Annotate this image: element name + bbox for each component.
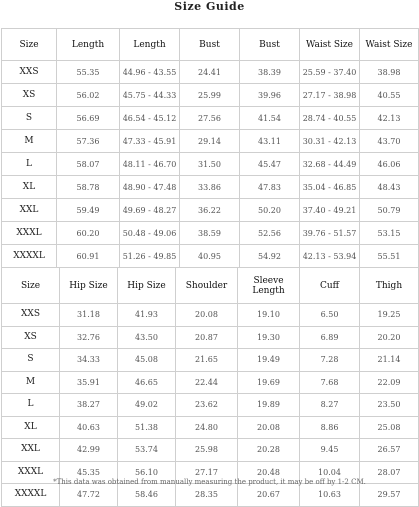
measurement-cell: 32.68 - 44.49 <box>300 153 360 176</box>
table-row <box>2 153 419 176</box>
size-cell: L <box>2 394 60 417</box>
column-header: Hip Size <box>118 268 176 304</box>
measurement-cell: 56.02 <box>57 84 120 107</box>
measurement-cell: 42.13 - 53.94 <box>300 245 360 268</box>
table-row <box>2 199 419 222</box>
measurement-cell: 48.43 <box>360 176 419 199</box>
measurement-cell: 44.96 - 43.55 <box>120 61 180 84</box>
column-header: Bust <box>180 29 240 61</box>
measurement-cell: 25.99 <box>180 84 240 107</box>
column-header: Waist Size <box>300 29 360 61</box>
measurement-cell: 6.89 <box>300 326 360 349</box>
measurement-cell: 36.22 <box>180 199 240 222</box>
table-row <box>2 176 419 199</box>
measurement-cell: 56.69 <box>57 107 120 130</box>
measurement-cell: 7.28 <box>300 349 360 372</box>
measurement-cell: 38.98 <box>360 61 419 84</box>
size-cell: XXXL <box>2 461 60 484</box>
size-cell: XXL <box>2 199 57 222</box>
measurement-cell: 26.57 <box>360 439 419 462</box>
table-row <box>2 394 419 417</box>
measurement-cell: 58.07 <box>57 153 120 176</box>
measurement-cell: 20.08 <box>238 416 300 439</box>
measurement-cell: 43.11 <box>240 130 300 153</box>
measurement-cell: 33.86 <box>180 176 240 199</box>
measurement-cell: 28.35 <box>176 484 238 507</box>
measurement-cell: 23.62 <box>176 394 238 417</box>
measurement-cell: 52.56 <box>240 222 300 245</box>
measurement-cell: 19.25 <box>360 304 419 327</box>
measurement-cell: 20.87 <box>176 326 238 349</box>
page-title: Size Guide <box>174 0 245 13</box>
measurement-cell: 57.36 <box>57 130 120 153</box>
measurement-cell: 37.40 - 49.21 <box>300 199 360 222</box>
size-cell: L <box>2 153 57 176</box>
measurement-cell: 46.54 - 45.12 <box>120 107 180 130</box>
size-cell: XL <box>2 416 60 439</box>
column-header: Length <box>120 29 180 61</box>
measurement-cell: 6.50 <box>300 304 360 327</box>
size-cell: XXL <box>2 439 60 462</box>
measurement-cell: 20.28 <box>238 439 300 462</box>
measurement-cell: 8.86 <box>300 416 360 439</box>
measurement-note: *This data was obtained from manually measuring the product, it may be off by 1-2 CM. <box>53 478 366 486</box>
table-row <box>2 222 419 245</box>
column-header: Hip Size <box>60 268 118 304</box>
measurement-cell: 53.74 <box>118 439 176 462</box>
measurement-cell: 9.45 <box>300 439 360 462</box>
measurement-cell: 19.89 <box>238 394 300 417</box>
measurement-cell: 8.27 <box>300 394 360 417</box>
measurement-cell: 20.08 <box>176 304 238 327</box>
table-row <box>2 304 419 327</box>
measurement-cell: 35.04 - 46.85 <box>300 176 360 199</box>
column-header: Waist Size <box>360 29 419 61</box>
measurement-cell: 25.98 <box>176 439 238 462</box>
size-cell: XS <box>2 84 57 107</box>
column-header: Shoulder <box>176 268 238 304</box>
table-header-row <box>2 268 419 304</box>
measurement-cell: 19.30 <box>238 326 300 349</box>
measurement-cell: 50.20 <box>240 199 300 222</box>
measurement-cell: 39.76 - 51.57 <box>300 222 360 245</box>
column-header: Size <box>2 29 57 61</box>
measurement-cell: 38.27 <box>60 394 118 417</box>
measurement-cell: 51.38 <box>118 416 176 439</box>
measurement-cell: 25.59 - 37.40 <box>300 61 360 84</box>
table-row <box>2 349 419 372</box>
table-row <box>2 245 419 268</box>
table-row <box>2 439 419 462</box>
measurement-cell: 58.46 <box>118 484 176 507</box>
measurement-cell: 45.08 <box>118 349 176 372</box>
measurement-cell: 58.78 <box>57 176 120 199</box>
measurement-cell: 43.50 <box>118 326 176 349</box>
measurement-cell: 51.26 - 49.85 <box>120 245 180 268</box>
measurement-cell: 46.65 <box>118 371 176 394</box>
measurement-cell: 30.31 - 42.13 <box>300 130 360 153</box>
table-row <box>2 130 419 153</box>
measurement-cell: 10.63 <box>300 484 360 507</box>
size-cell: XS <box>2 326 60 349</box>
size-table-upper <box>1 28 419 268</box>
measurement-cell: 19.69 <box>238 371 300 394</box>
size-cell: M <box>2 130 57 153</box>
measurement-cell: 56.10 <box>118 461 176 484</box>
measurement-cell: 40.55 <box>360 84 419 107</box>
measurement-cell: 41.93 <box>118 304 176 327</box>
measurement-cell: 22.44 <box>176 371 238 394</box>
measurement-cell: 19.10 <box>238 304 300 327</box>
measurement-cell: 31.18 <box>60 304 118 327</box>
measurement-cell: 24.41 <box>180 61 240 84</box>
measurement-cell: 40.63 <box>60 416 118 439</box>
table-row <box>2 61 419 84</box>
size-cell: XXS <box>2 304 60 327</box>
column-header: Cuff <box>300 268 360 304</box>
measurement-cell: 42.99 <box>60 439 118 462</box>
measurement-cell: 45.75 - 44.33 <box>120 84 180 107</box>
measurement-cell: 60.20 <box>57 222 120 245</box>
size-cell: S <box>2 107 57 130</box>
measurement-cell: 22.09 <box>360 371 419 394</box>
measurement-cell: 50.48 - 49.06 <box>120 222 180 245</box>
measurement-cell: 25.08 <box>360 416 419 439</box>
size-cell: XXXL <box>2 222 57 245</box>
size-cell: S <box>2 349 60 372</box>
size-table-lower <box>1 267 419 507</box>
size-cell: XXXXL <box>2 245 57 268</box>
measurement-cell: 49.02 <box>118 394 176 417</box>
measurement-cell: 20.20 <box>360 326 419 349</box>
measurement-cell: 55.51 <box>360 245 419 268</box>
measurement-cell: 24.80 <box>176 416 238 439</box>
measurement-cell: 34.33 <box>60 349 118 372</box>
table-row <box>2 416 419 439</box>
measurement-cell: 27.17 <box>176 461 238 484</box>
measurement-cell: 29.14 <box>180 130 240 153</box>
measurement-cell: 38.59 <box>180 222 240 245</box>
measurement-cell: 28.07 <box>360 461 419 484</box>
table-row <box>2 84 419 107</box>
size-cell: XXXXL <box>2 484 60 507</box>
measurement-cell: 60.91 <box>57 245 120 268</box>
measurement-cell: 48.11 - 46.70 <box>120 153 180 176</box>
measurement-cell: 46.06 <box>360 153 419 176</box>
table-row <box>2 107 419 130</box>
measurement-cell: 42.13 <box>360 107 419 130</box>
measurement-cell: 50.79 <box>360 199 419 222</box>
measurement-cell: 39.96 <box>240 84 300 107</box>
size-cell: M <box>2 371 60 394</box>
measurement-cell: 27.56 <box>180 107 240 130</box>
measurement-cell: 21.14 <box>360 349 419 372</box>
measurement-cell: 20.48 <box>238 461 300 484</box>
measurement-cell: 45.47 <box>240 153 300 176</box>
measurement-cell: 23.50 <box>360 394 419 417</box>
measurement-cell: 53.15 <box>360 222 419 245</box>
measurement-cell: 29.57 <box>360 484 419 507</box>
measurement-cell: 49.69 - 48.27 <box>120 199 180 222</box>
measurement-cell: 7.68 <box>300 371 360 394</box>
measurement-cell: 45.35 <box>60 461 118 484</box>
measurement-cell: 28.74 - 40.55 <box>300 107 360 130</box>
column-header: Size <box>2 268 60 304</box>
size-cell: XL <box>2 176 57 199</box>
column-header: Length <box>57 29 120 61</box>
column-header: Sleeve Length <box>238 268 300 304</box>
column-header: Bust <box>240 29 300 61</box>
measurement-cell: 47.72 <box>60 484 118 507</box>
measurement-cell: 43.70 <box>360 130 419 153</box>
measurement-cell: 35.91 <box>60 371 118 394</box>
measurement-cell: 32.76 <box>60 326 118 349</box>
measurement-cell: 41.54 <box>240 107 300 130</box>
measurement-cell: 55.35 <box>57 61 120 84</box>
measurement-cell: 19.49 <box>238 349 300 372</box>
measurement-cell: 10.04 <box>300 461 360 484</box>
measurement-cell: 40.95 <box>180 245 240 268</box>
measurement-cell: 47.83 <box>240 176 300 199</box>
measurement-cell: 54.92 <box>240 245 300 268</box>
measurement-cell: 31.50 <box>180 153 240 176</box>
measurement-cell: 27.17 - 38.98 <box>300 84 360 107</box>
measurement-cell: 48.90 - 47.48 <box>120 176 180 199</box>
table-header-row <box>2 29 419 61</box>
column-header: Thigh <box>360 268 419 304</box>
size-cell: XXS <box>2 61 57 84</box>
measurement-cell: 47.33 - 45.91 <box>120 130 180 153</box>
measurement-cell: 59.49 <box>57 199 120 222</box>
measurement-cell: 21.65 <box>176 349 238 372</box>
table-row <box>2 326 419 349</box>
measurement-cell: 20.67 <box>238 484 300 507</box>
table-row <box>2 371 419 394</box>
measurement-cell: 38.39 <box>240 61 300 84</box>
